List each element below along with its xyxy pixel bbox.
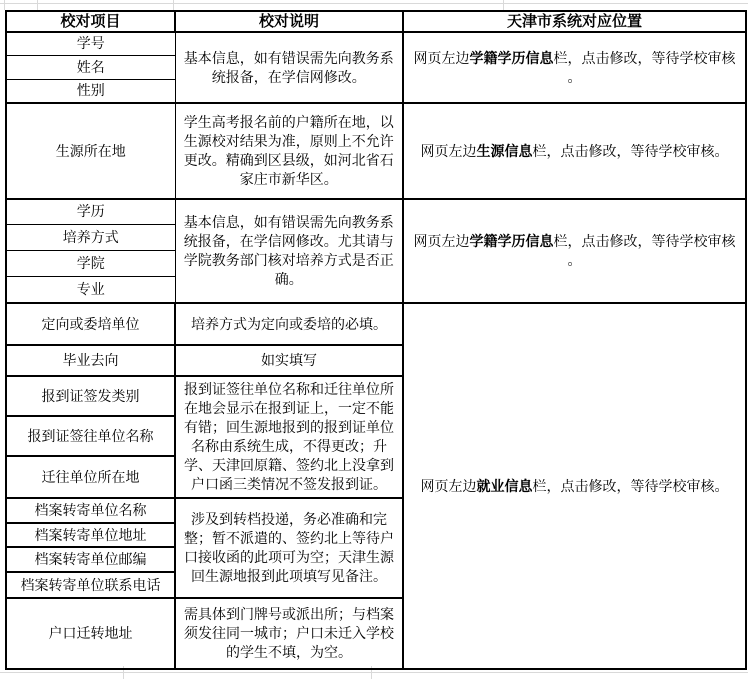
item-cell-hukou-transfer-address: 户口迁转地址 [6, 598, 175, 669]
location-highlight: 学籍学历信息 [469, 49, 554, 66]
desc-cell-archive-transfer: 涉及到转档投递，务必准确和完整；暂不派遣的、签约北上等待户口接收函的此项可为空；天津生源回生源地报到此项填写见备注。 [175, 498, 403, 598]
header-cell-item: 校对项目 [6, 11, 175, 32]
location-line2: 。 [567, 68, 582, 85]
location-highlight: 就业信息 [476, 477, 533, 494]
location-highlight: 生源信息 [476, 142, 533, 159]
item-cell-name: 姓名 [6, 55, 175, 79]
item-cell-archive-unit-phone: 档案转寄单位联系电话 [6, 572, 175, 598]
desc-cell-basic-info-training: 基本信息，如有错误需先向教务系统报备，在学信网修改。尤其请与学院教务部门核对培养方式是否正确。 [175, 199, 403, 303]
item-cell-college: 学院 [6, 250, 175, 276]
item-cell-major: 专业 [6, 276, 175, 303]
item-cell-archive-unit-postcode: 档案转寄单位邮编 [6, 547, 175, 572]
table-row [6, 32, 746, 55]
excel-gridline-top-vertical-2 [37, 0, 38, 10]
location-cell-jiuye [403, 303, 746, 669]
location-text: 网页左边 [413, 49, 470, 66]
location-text: 栏，点击修改，等待学校审核。 [532, 142, 729, 159]
location-cell-shengyuan [403, 103, 746, 199]
location-text: 栏，点击修改，等待学校审核 [553, 49, 736, 66]
header-cell-location: 天津市系统对应位置 [403, 11, 746, 32]
excel-gridline-top-vertical-1 [4, 0, 5, 10]
item-cell-archive-unit-address: 档案转寄单位地址 [6, 523, 175, 547]
item-cell-education-level: 学历 [6, 199, 175, 224]
desc-cell-hukou-transfer: 需具体到门牌号或派出所；与档案须发往同一城市；户口未迁入学校的学生不填，为空。 [175, 598, 403, 669]
desc-cell-registration-card: 报到证签往单位名称和迁往单位所在地会显示在报到证上，一定不能有错；回生源地报到的报到证单位名称由系统生成，不得更改；升学、天津回原籍、签约北上没拿到户口函三类情况不签发报到证。 [175, 376, 403, 498]
table-row [6, 303, 746, 345]
item-cell-archive-unit-name: 档案转寄单位名称 [6, 498, 175, 523]
item-cell-relocation-unit-location: 迁往单位所在地 [6, 456, 175, 498]
table-row [6, 103, 746, 199]
location-line2: 。 [567, 252, 582, 268]
desc-cell-graduation-destination: 如实填写 [175, 345, 403, 376]
item-cell-origin-location: 生源所在地 [6, 103, 175, 199]
excel-gridline-top-vertical-3 [173, 0, 174, 10]
location-text: 栏，点击修改，等待学校审核。 [532, 477, 729, 494]
location-cell-xueji-1 [403, 32, 746, 103]
excel-gridline-top-horizontal [0, 3, 748, 4]
location-text: 网页左边 [420, 477, 477, 494]
location-text: 栏，点击修改，等待学校审核 [553, 233, 736, 249]
item-cell-directed-unit: 定向或委培单位 [6, 303, 175, 345]
desc-cell-basic-info: 基本信息，如有错误需先向教务系统报备，在学信网修改。 [175, 32, 403, 103]
location-text: 网页左边 [413, 233, 470, 249]
location-text: 网页左边 [420, 142, 477, 159]
desc-cell-origin: 学生高考报名前的户籍所在地，以生源校对结果为准，原则上不允许更改。精确到区县级，如河北省石家庄市新华区。 [175, 103, 403, 199]
desc-cell-directed-unit: 培养方式为定向或委培的必填。 [175, 303, 403, 345]
table-row [6, 11, 746, 32]
item-cell-training-mode: 培养方式 [6, 224, 175, 250]
item-cell-student-id: 学号 [6, 32, 175, 55]
table-row [6, 199, 746, 224]
excel-gridline-top-vertical-4 [503, 0, 504, 10]
location-highlight: 学籍学历信息 [469, 233, 554, 249]
excel-gridline-bottom-horizontal [0, 672, 748, 673]
item-cell-reg-card-unit-name: 报到证签往单位名称 [6, 416, 175, 456]
proofreading-table [5, 10, 747, 670]
item-cell-gender: 性别 [6, 79, 175, 103]
item-cell-reg-card-issue-type: 报到证签发类别 [6, 376, 175, 416]
location-cell-xueji-2 [403, 199, 746, 303]
item-cell-graduation-destination: 毕业去向 [6, 345, 175, 376]
header-cell-description: 校对说明 [175, 11, 403, 32]
